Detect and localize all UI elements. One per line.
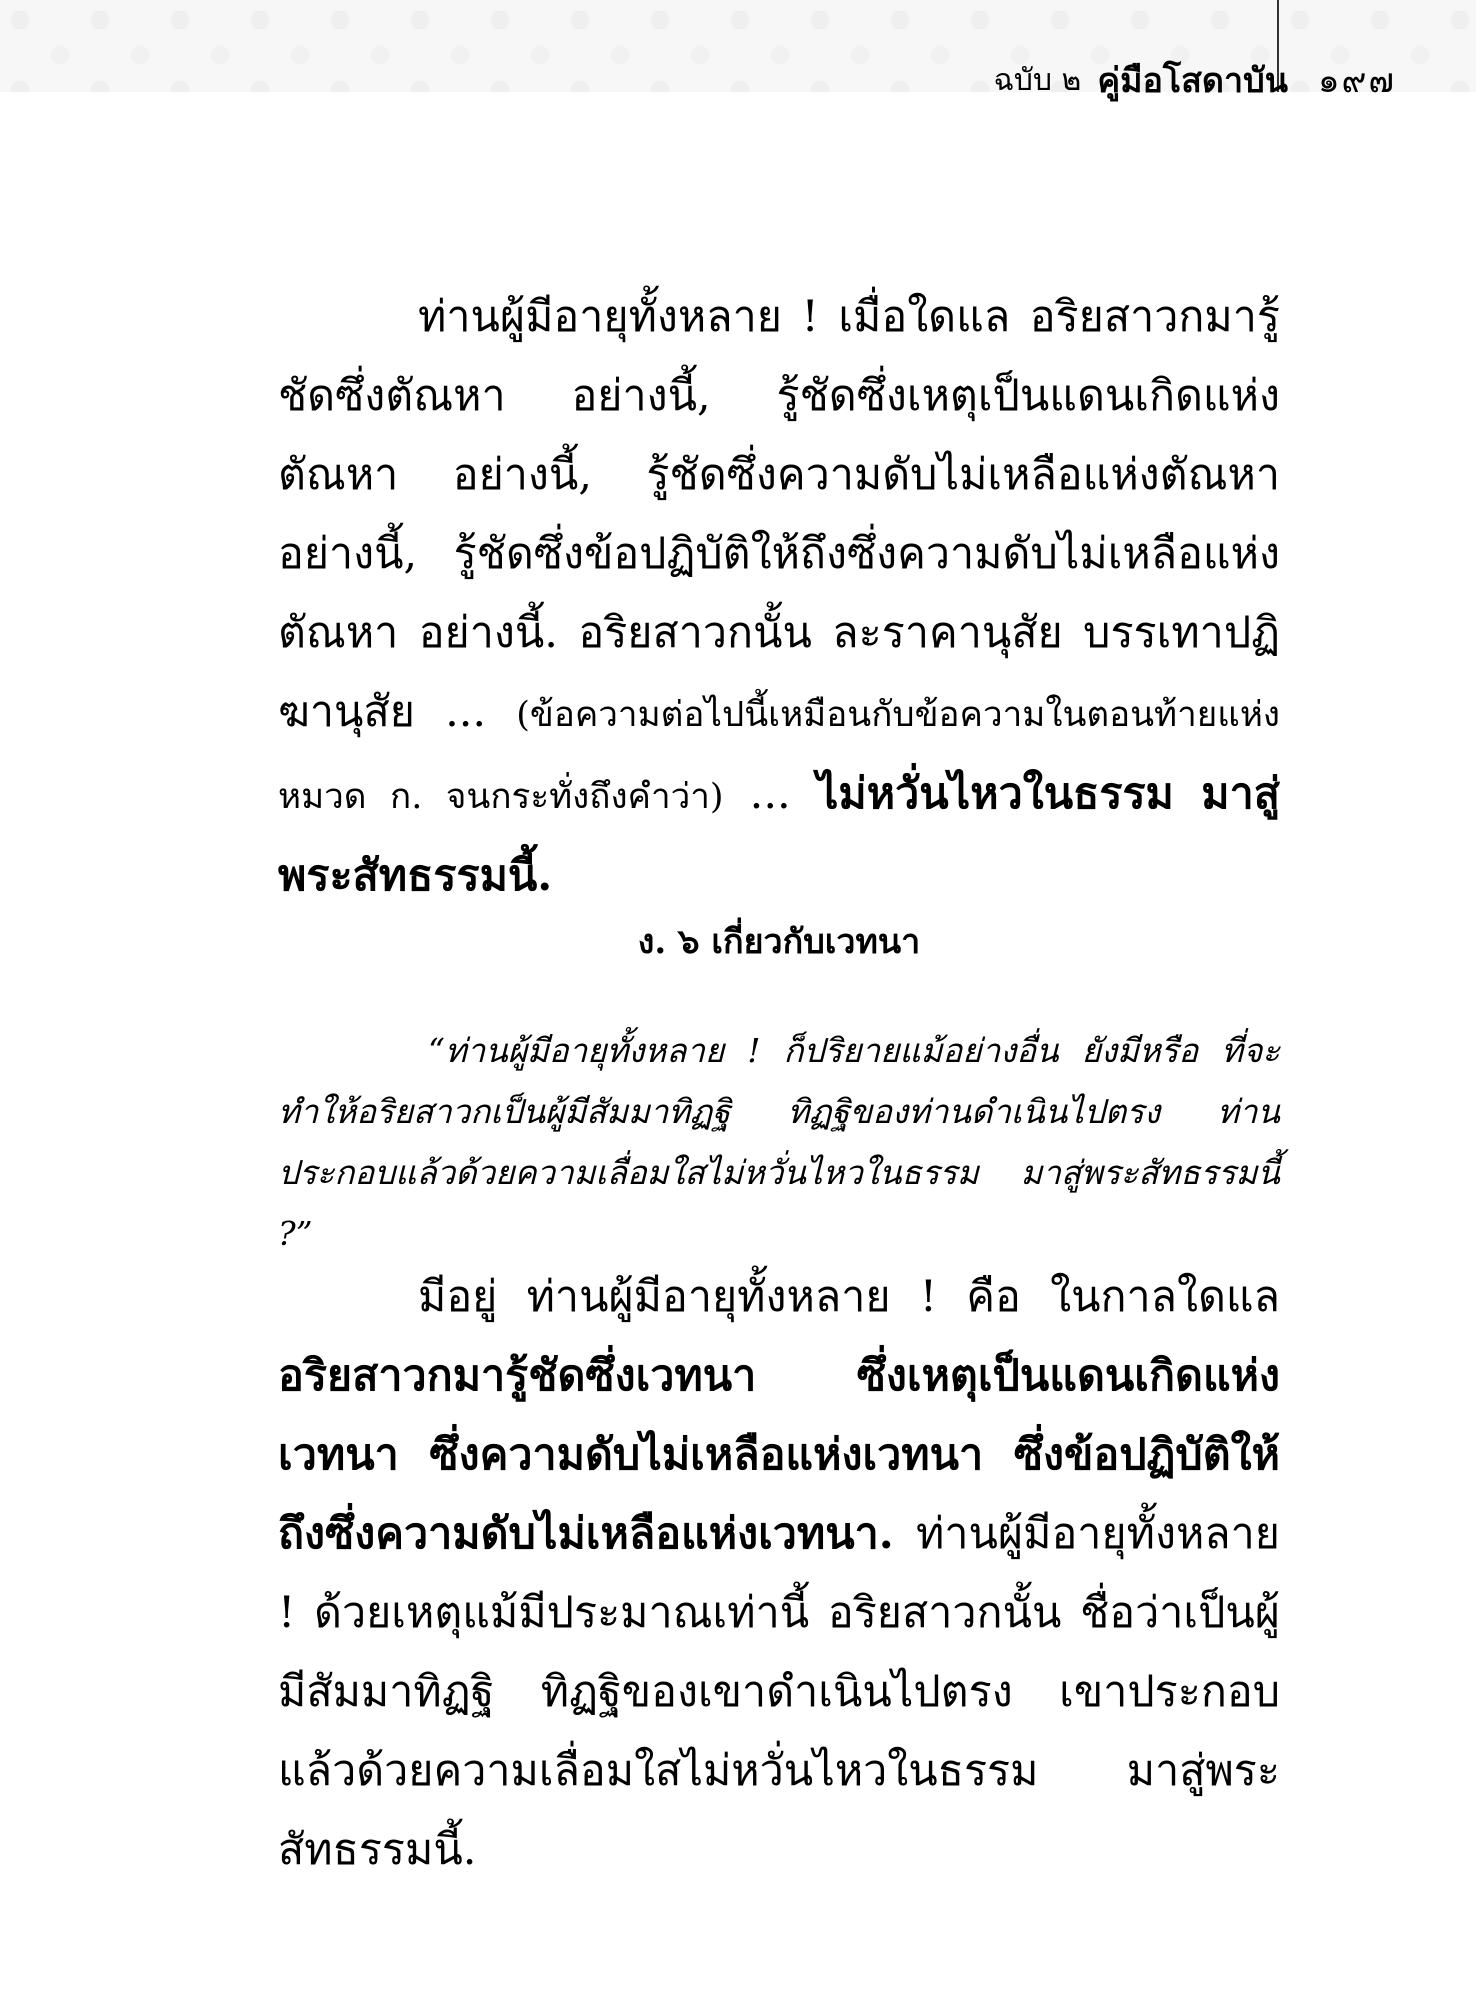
page-number: ๑๙๗ bbox=[1317, 61, 1396, 101]
paragraph-tanha bbox=[278, 278, 1280, 916]
section-heading: ง. ๖ เกี่ยวกับเวทนา bbox=[637, 922, 921, 962]
paragraph-bold-ending: ไม่หวั่นไหวในธรรม มาสู่พระสัทธรรมนี้. bbox=[278, 769, 1280, 901]
volume-label: ฉบับ ๒ bbox=[993, 62, 1082, 98]
paragraph-text-continued: ท่านผู้มีอายุทั้งหลาย ! ด้วยเหตุแม้มีประมาณเท่านี้ อริยสาวกนั้น ชื่อว่าเป็นผู้มีสัมมาทิฏฐิ ทิฏฐิของเขาดำเนินไปตรง เขาประกอบแล้วด้วยความเลื่อมใสไม่หวั่นไหวในธรรม มาสู่พระสัทธรรมนี้. bbox=[278, 1509, 1280, 1875]
quote-text: “ท่านผู้มีอายุทั้งหลาย ! ก็ปริยายแม้อย่างอื่น ยังมีหรือ ที่จะทำให้อริยสาวกเป็นผู้มีสัมมาทิฏฐิ ทิฏฐิของท่านดำเนินไปตรง ท่านประกอบแล้วด้วยความเลื่อมใสไม่หวั่นไหวในธรรม มาสู่พระสัทธรรมนี้ ?” bbox=[278, 1031, 1280, 1253]
paragraph-vedana bbox=[278, 1258, 1280, 1890]
paragraph-text: ท่านผู้มีอายุทั้งหลาย ! เมื่อใดแล อริยสาวกมารู้ชัดซึ่งตัณหา อย่างนี้, รู้ชัดซึ่งเหตุเป็นแดนเกิดแห่งตัณหา อย่างนี้, รู้ชัดซึ่งความดับไม่เหลือแห่งตัณหา อย่างนี้, รู้ชัดซึ่งข้อปฏิบัติให้ถึงซึ่งความดับไม่เหลือแห่งตัณหา อย่างนี้. อริยสาวกนั้น ละราคานุสัย บรรเทาปฏิฆานุสัย ... bbox=[278, 292, 1280, 737]
book-title: คู่มือโสดาบัน bbox=[1097, 61, 1288, 101]
cross-reference-note: (ข้อความต่อไปนี้เหมือนกับข้อความในตอนท้ายแห่งหมวด ก. จนกระทั่งถึงคำว่า) bbox=[278, 695, 1280, 817]
paragraph-bold-text: อริยสาวกมารู้ชัดซึ่งเวทนา ซึ่งเหตุเป็นแดนเกิดแห่งเวทนา ซึ่งความดับไม่เหลือแห่งเวทนา ซึ่งข้อปฏิบัติให้ถึงซึ่งความดับไม่เหลือแห่งเวทนา. bbox=[278, 1351, 1280, 1559]
question-quote bbox=[278, 1020, 1280, 1264]
page-header bbox=[994, 50, 1397, 110]
paragraph-text: มีอยู่ ท่านผู้มีอายุทั้งหลาย ! คือ ในกาลใดแล bbox=[418, 1272, 1280, 1322]
ellipsis: ... bbox=[723, 769, 817, 819]
